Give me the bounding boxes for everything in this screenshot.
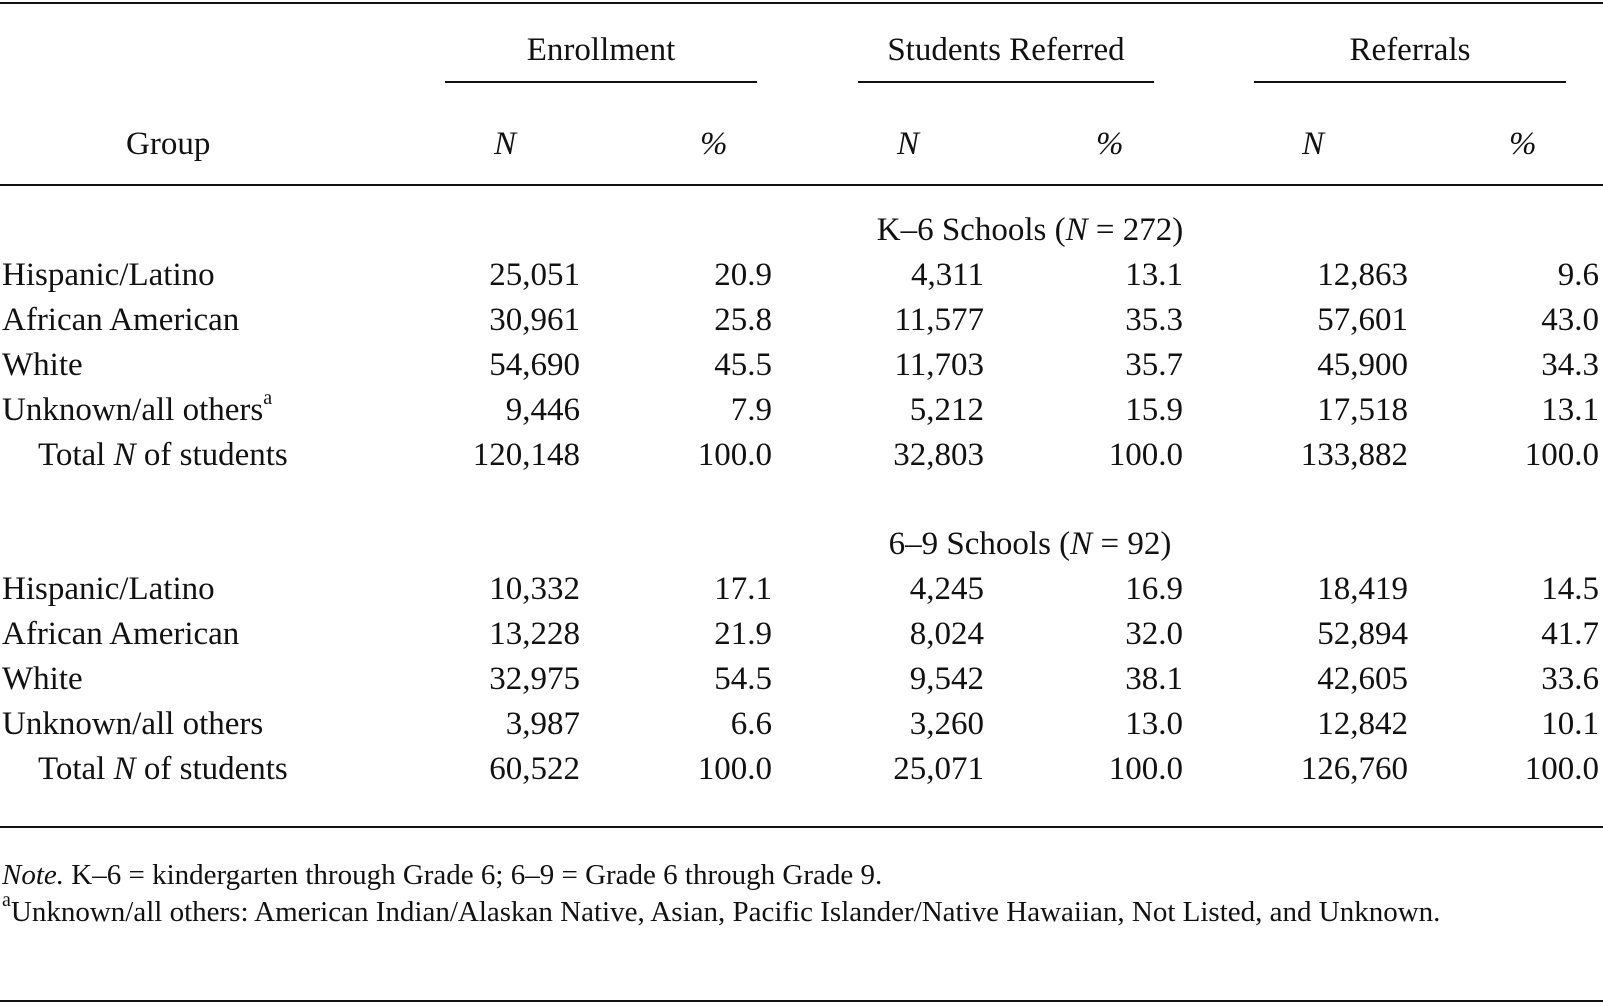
row-label: Hispanic/Latino	[2, 571, 215, 607]
enrollment-pct: 25.8	[714, 302, 772, 338]
enrollment-n: 54,690	[489, 347, 580, 383]
referred-pct: 13.0	[1125, 706, 1183, 742]
referrals-pct: 10.1	[1541, 706, 1599, 742]
row-label: Unknown/all others	[2, 706, 264, 742]
enrollment-pct: 17.1	[714, 571, 772, 607]
referrals-pct: 43.0	[1541, 302, 1599, 338]
column-header-referrals-n: N	[1302, 126, 1325, 162]
referred-pct: 13.1	[1125, 257, 1183, 293]
header-rule	[0, 184, 1603, 186]
footnote-marker: a	[263, 387, 273, 409]
row-label: African American	[2, 302, 240, 338]
spanner-rule-students-referred	[858, 81, 1154, 83]
referrals-pct: 9.6	[1557, 257, 1599, 293]
table-row	[0, 342, 1603, 388]
column-header-enrollment-pct: %	[700, 126, 728, 162]
referred-pct: 16.9	[1125, 571, 1183, 607]
row-label: Total N of students	[38, 437, 288, 473]
enrollment-pct: 21.9	[714, 616, 772, 652]
referrals-n: 12,842	[1317, 706, 1408, 742]
enrollment-pct: 7.9	[730, 392, 772, 428]
table-note: Note. K–6 = kindergarten through Grade 6; 6–9 = Grade 6 through Grade 9.	[2, 859, 883, 891]
referred-pct: 35.7	[1125, 347, 1183, 383]
enrollment-n: 3,987	[505, 706, 580, 742]
row-label: African American	[2, 616, 240, 652]
enrollment-n: 10,332	[489, 571, 580, 607]
total-row	[0, 432, 1603, 478]
referred-pct: 15.9	[1125, 392, 1183, 428]
enrollment-pct: 20.9	[714, 257, 772, 293]
bottom-rule	[0, 826, 1603, 828]
column-header-enrollment-n: N	[494, 126, 517, 162]
referred-n: 9,542	[909, 661, 984, 697]
enrollment-n: 9,446	[505, 392, 580, 428]
enrollment-pct: 54.5	[714, 661, 772, 697]
referred-n: 11,703	[894, 347, 984, 383]
spanner-rule-enrollment	[445, 81, 757, 83]
referred-n: 8,024	[909, 616, 984, 652]
referred-n: 4,311	[910, 257, 984, 293]
table-row	[0, 656, 1603, 702]
spanner-enrollment: Enrollment	[526, 32, 676, 68]
column-header-referred-pct: %	[1096, 126, 1124, 162]
referrals-pct: 100.0	[1524, 437, 1599, 473]
section-title-k6: K–6 Schools (N = 272)	[876, 212, 1184, 248]
footnote-marker: a	[2, 889, 11, 912]
row-label: Total N of students	[38, 751, 288, 787]
enrollment-n: 60,522	[489, 751, 580, 787]
spanner-students-referred: Students Referred	[887, 32, 1125, 68]
enrollment-n: 32,975	[489, 661, 580, 697]
table-row	[0, 387, 1603, 433]
column-header-referrals-pct: %	[1509, 126, 1537, 162]
table-footnote: $^a$Unknown/all others: American Indian/Alaskan Native, Asian, Pacific Islander/Native Hawaiian, Not Listed, and Unknown.	[2, 889, 1441, 928]
referred-pct: 38.1	[1125, 661, 1183, 697]
referrals-n: 57,601	[1317, 302, 1408, 338]
referred-pct: 35.3	[1125, 302, 1183, 338]
column-header-referred-n: N	[897, 126, 920, 162]
referrals-n: 42,605	[1317, 661, 1408, 697]
referred-n: 32,803	[893, 437, 984, 473]
referred-n: 5,212	[909, 392, 984, 428]
referrals-n: 45,900	[1317, 347, 1408, 383]
row-label: Unknown/all others$^a$	[2, 387, 273, 428]
referred-n: 25,071	[893, 751, 984, 787]
referrals-n: 12,863	[1317, 257, 1408, 293]
referrals-n: 18,419	[1317, 571, 1408, 607]
referrals-pct: 14.5	[1541, 571, 1599, 607]
table-row	[0, 611, 1603, 657]
enrollment-n: 120,148	[472, 437, 580, 473]
referrals-pct: 33.6	[1541, 661, 1599, 697]
referrals-n: 126,760	[1300, 751, 1408, 787]
referred-pct: 100.0	[1108, 751, 1183, 787]
spanner-rule-referrals	[1254, 81, 1566, 83]
referrals-n: 17,518	[1317, 392, 1408, 428]
enrollment-pct: 100.0	[697, 437, 772, 473]
enrollment-pct: 6.6	[730, 706, 772, 742]
referred-n: 3,260	[909, 706, 984, 742]
referrals-n: 133,882	[1300, 437, 1408, 473]
referred-pct: 32.0	[1125, 616, 1183, 652]
table-row	[0, 701, 1603, 747]
table-row	[0, 297, 1603, 343]
top-rule	[0, 2, 1603, 4]
referrals-n: 52,894	[1317, 616, 1408, 652]
enrollment-pct: 100.0	[697, 751, 772, 787]
referrals-pct: 13.1	[1541, 392, 1599, 428]
spanner-referrals: Referrals	[1349, 32, 1471, 68]
section-title-6-9: 6–9 Schools (N = 92)	[888, 526, 1172, 562]
end-rule	[0, 1000, 1603, 1002]
enrollment-n: 30,961	[489, 302, 580, 338]
enrollment-n: 13,228	[489, 616, 580, 652]
referred-n: 4,245	[909, 571, 984, 607]
total-row	[0, 746, 1603, 792]
enrollment-n: 25,051	[489, 257, 580, 293]
column-header-group: Group	[126, 126, 211, 162]
referrals-pct: 34.3	[1541, 347, 1599, 383]
enrollment-pct: 45.5	[714, 347, 772, 383]
row-label: Hispanic/Latino	[2, 257, 215, 293]
referrals-pct: 41.7	[1541, 616, 1599, 652]
row-label: White	[2, 347, 83, 383]
referred-n: 11,577	[894, 302, 984, 338]
row-label: White	[2, 661, 83, 697]
table-row	[0, 252, 1603, 298]
table-row	[0, 566, 1603, 612]
referred-pct: 100.0	[1108, 437, 1183, 473]
referrals-pct: 100.0	[1524, 751, 1599, 787]
